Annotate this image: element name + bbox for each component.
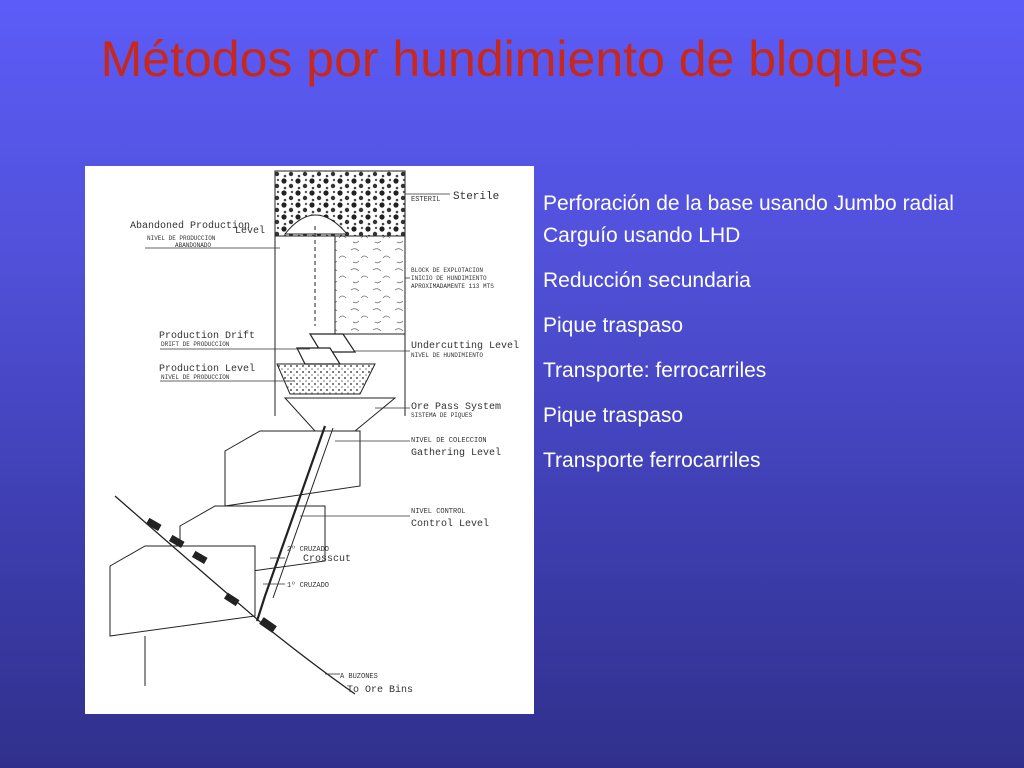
production-level-zone <box>277 364 375 394</box>
label-undercutting-level: Undercutting Level <box>411 341 520 352</box>
label-to-ore-bins: To Ore Bins <box>347 685 414 696</box>
label-nivel-hundimiento: NIVEL DE HUNDIMIENTO <box>411 352 484 359</box>
label-sterile: Sterile <box>453 191 500 203</box>
label-buzones: A BUZONES <box>340 673 378 681</box>
label-block-explotacion-1: BLOCK DE EXPLOTACION <box>411 267 484 274</box>
label-abandoned-production: Abandoned Production <box>130 221 251 232</box>
bullet-item: Pique traspaso <box>543 404 684 427</box>
bullet-item: Perforación de la base usando Jumbo radial Carguío usando LHD <box>543 192 954 247</box>
bullet-item: Transporte: ferrocarriles <box>543 359 767 382</box>
label-cruzado-2: 2º CRUZADO <box>287 546 330 554</box>
bullet-item: Pique traspaso <box>543 314 684 337</box>
block-caving-diagram <box>85 166 534 714</box>
label-block-explotacion-3: APROXIMADAMENTE 113 MTS <box>411 283 494 290</box>
label-esteril: ESTERIL <box>411 196 441 204</box>
bullet-item: Transporte ferrocarriles <box>543 449 761 472</box>
label-production-drift: Production Drift <box>159 331 256 342</box>
label-block-explotacion-2: INICIO DE HUNDIMIENTO <box>411 275 487 282</box>
label-drift-produccion: DRIFT DE PRODUCCION <box>161 341 230 348</box>
label-crosscut: Crosscut <box>303 554 352 565</box>
label-sistema-piques: SISTEMA DE PIQUES <box>411 412 473 419</box>
label-ore-pass-system: Ore Pass System <box>411 402 502 413</box>
bullet-item: Reducción secundaria <box>543 269 751 292</box>
label-cruzado-1: 1º CRUZADO <box>287 582 330 590</box>
label-nivel-produccion-abandonado-1: NIVEL DE PRODUCCION <box>147 235 216 242</box>
label-nivel-produccion-abandonado-2: ABANDONADO <box>175 242 212 249</box>
label-nivel-produccion: NIVEL DE PRODUCCION <box>161 374 230 381</box>
ore-block <box>335 236 405 334</box>
label-level: Level <box>235 226 266 237</box>
label-production-level: Production Level <box>159 364 256 375</box>
slide-title: Métodos por hundimiento de bloques <box>100 31 924 87</box>
ore-pass-funnel <box>285 398 395 431</box>
label-nivel-coleccion: NIVEL DE COLECCION <box>411 437 487 445</box>
block-caving-illustration <box>85 166 534 714</box>
label-gathering-level: Gathering Level <box>411 448 502 459</box>
label-nivel-control: NIVEL CONTROL <box>411 508 466 516</box>
bullet-list <box>543 188 993 490</box>
label-control-level: Control Level <box>411 519 490 530</box>
